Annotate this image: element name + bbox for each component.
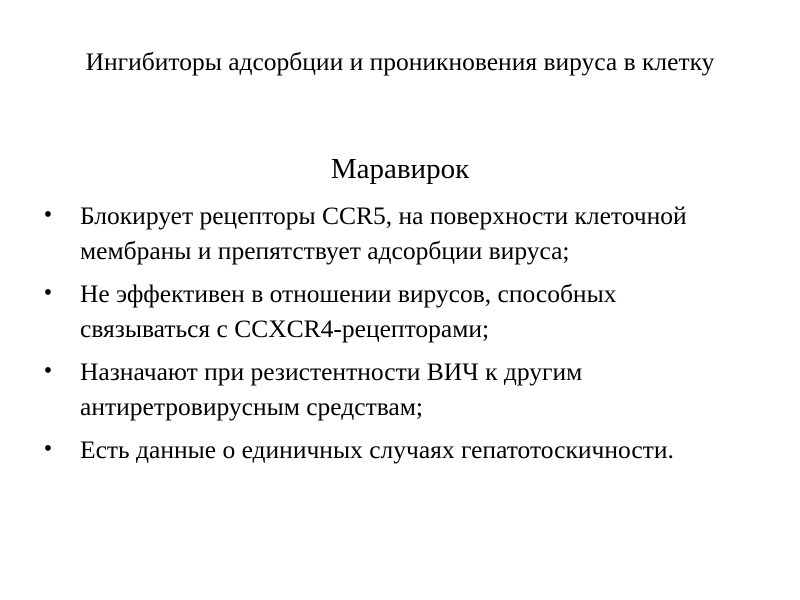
bullet-text: Блокирует рецепторы CCR5, на поверхности клеточной мембраны и препятствует адсорбции вируса; [80, 201, 687, 265]
bullet-item [38, 276, 738, 346]
bullet-icon: • [43, 280, 53, 306]
bullet-text: Не эффективен в отношении вирусов, способных связываться с CCXCR4-рецепторами; [80, 279, 617, 343]
bullet-item [38, 198, 738, 268]
bullet-list [38, 198, 738, 475]
bullet-icon: • [43, 358, 53, 384]
bullet-icon: • [43, 202, 53, 228]
bullet-item [38, 354, 738, 424]
slide-subtitle: Маравирок [330, 153, 470, 185]
bullet-item [38, 432, 738, 467]
bullet-text: Есть данные о единичных случаях гепатотоскичности. [80, 435, 674, 464]
slide-title: Ингибиторы адсорбции и проникновения вируса в клетку [85, 47, 715, 76]
bullet-icon: • [43, 436, 53, 462]
bullet-text: Назначают при резистентности ВИЧ к другим антиретровирусным средствам; [80, 357, 583, 421]
